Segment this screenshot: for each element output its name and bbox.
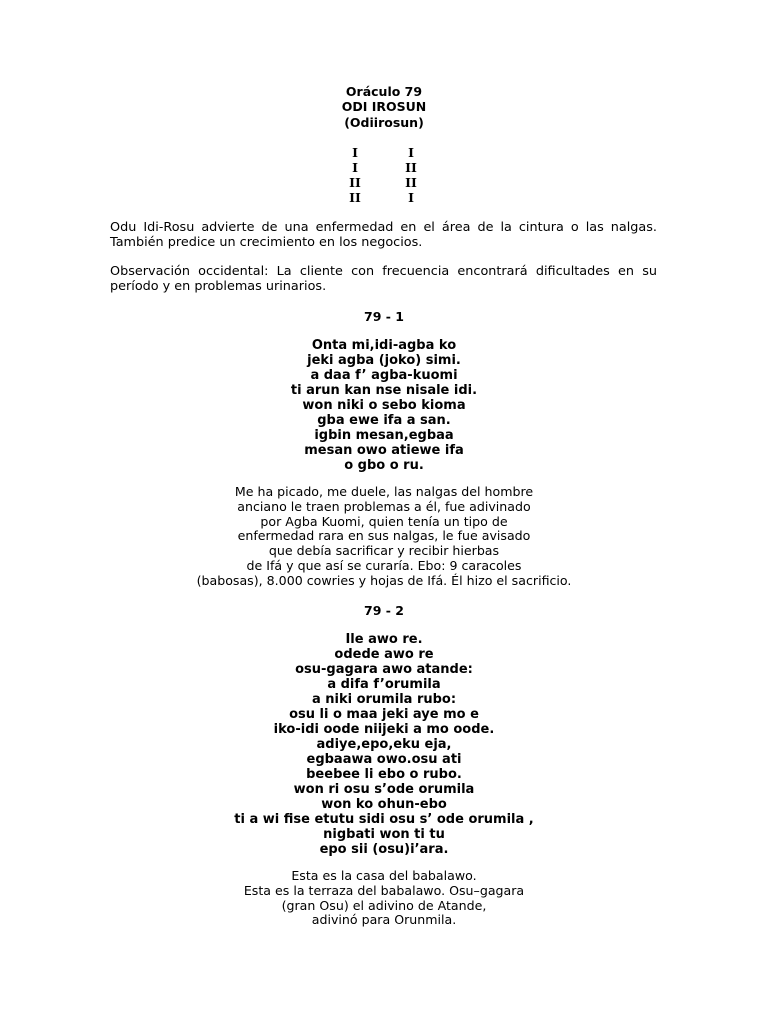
intro-paragraph-2 [110, 264, 657, 294]
verse-line: o gbo o ru. [344, 458, 424, 473]
mark: I [408, 145, 414, 160]
verse-line: osu li o maa jeki aye mo e [289, 707, 479, 722]
verse-line: gba ewe ifa a san. [317, 413, 451, 428]
verse-line: epo sii (osu)i’ara. [319, 842, 449, 857]
mark: I [352, 145, 358, 160]
verse-line: ti a wi fise etutu sidi osu s’ ode orumila , [234, 812, 534, 827]
section-heading: 79 - 1 [364, 309, 404, 324]
verse-line: Onta mi,idi-agba ko [311, 338, 457, 353]
translation-line: (babosas), 8.000 cowries y hojas de Ifá. Él hizo el sacrificio. [196, 572, 572, 588]
mark: II [349, 175, 361, 190]
mark: II [349, 190, 361, 205]
paragraph-line: período y en problemas urinarios. [110, 279, 327, 294]
mark: II [405, 160, 417, 175]
verse-line: egbaawa owo.osu ati [306, 752, 462, 767]
intro-paragraph-1 [110, 220, 657, 250]
translation-line: por Agba Kuomi, quien tenía un tipo de [260, 513, 508, 529]
verse-line: beebee li ebo o rubo. [306, 767, 462, 782]
verse-line: jeki agba (joko) simi. [307, 353, 461, 368]
translation-line: (gran Osu) el adivino de Atande, [281, 897, 487, 913]
odu-name: ODI IROSUN [341, 99, 427, 114]
paragraph-line: También predice un crecimiento en los negocios. [110, 235, 423, 250]
section-heading: 79 - 2 [364, 603, 404, 618]
translation-block [0, 869, 768, 928]
translation-line: Esta es la terraza del babalawo. Osu–gagara [243, 882, 525, 898]
verse-line: osu-gagara awo atande: [295, 662, 473, 677]
translation-block [0, 485, 768, 589]
verse-line: won ri osu s’ode orumila [293, 782, 475, 797]
translation-line: adivinó para Orunmila. [311, 912, 457, 928]
verse-line: won ko ohun-ebo [321, 797, 447, 812]
verse-line: a difa f’orumila [327, 677, 441, 692]
translation-line: enfermedad rara en sus nalgas, le fue avisado [237, 528, 531, 544]
verse-line: nigbati won ti tu [323, 827, 445, 842]
translation-line: de Ifá y que así se curaría. Ebo: 9 caracoles [246, 557, 522, 573]
marks-left-column [340, 145, 370, 205]
mark: II [405, 175, 417, 190]
verse-line: mesan owo atiewe ifa [304, 443, 464, 458]
verse-line: adiye,epo,eku eja, [316, 737, 452, 752]
verse-block [0, 632, 768, 857]
mark: I [408, 190, 414, 205]
verse-line: Ile awo re. [345, 632, 423, 647]
paragraph-line: Observación occidental: La cliente con frecuencia encontrará dificultades en su [110, 264, 657, 279]
paragraph-line: Odu Idi-Rosu advierte de una enfermedad en el área de la cintura o las nalgas. [110, 220, 657, 235]
translation-line: Esta es la casa del babalawo. [291, 868, 477, 883]
verse-line: ti arun kan nse nisale idi. [290, 383, 478, 398]
translation-line: Me ha picado, me duele, las nalgas del hombre [234, 484, 534, 499]
translation-line: anciano le traen problemas a él, fue adivinado [237, 498, 531, 514]
verse-line: igbin mesan,egbaa [314, 428, 454, 443]
translation-line: que debía sacrificar y recibir hierbas [268, 543, 500, 559]
verse-block [0, 338, 768, 473]
mark: I [352, 160, 358, 175]
verse-line: a daa f’ agba-kuomi [310, 368, 458, 383]
verse-line: odede awo re [334, 647, 434, 662]
odu-alt-name: (Odiirosun) [344, 115, 424, 130]
verse-line: iko-idi oode niijeki a mo oode. [273, 722, 495, 737]
oracle-title: Oráculo 79 [345, 84, 423, 99]
verse-line: won niki o sebo kioma [302, 398, 466, 413]
marks-right-column [396, 145, 426, 205]
verse-line: a niki orumila rubo: [311, 692, 457, 707]
